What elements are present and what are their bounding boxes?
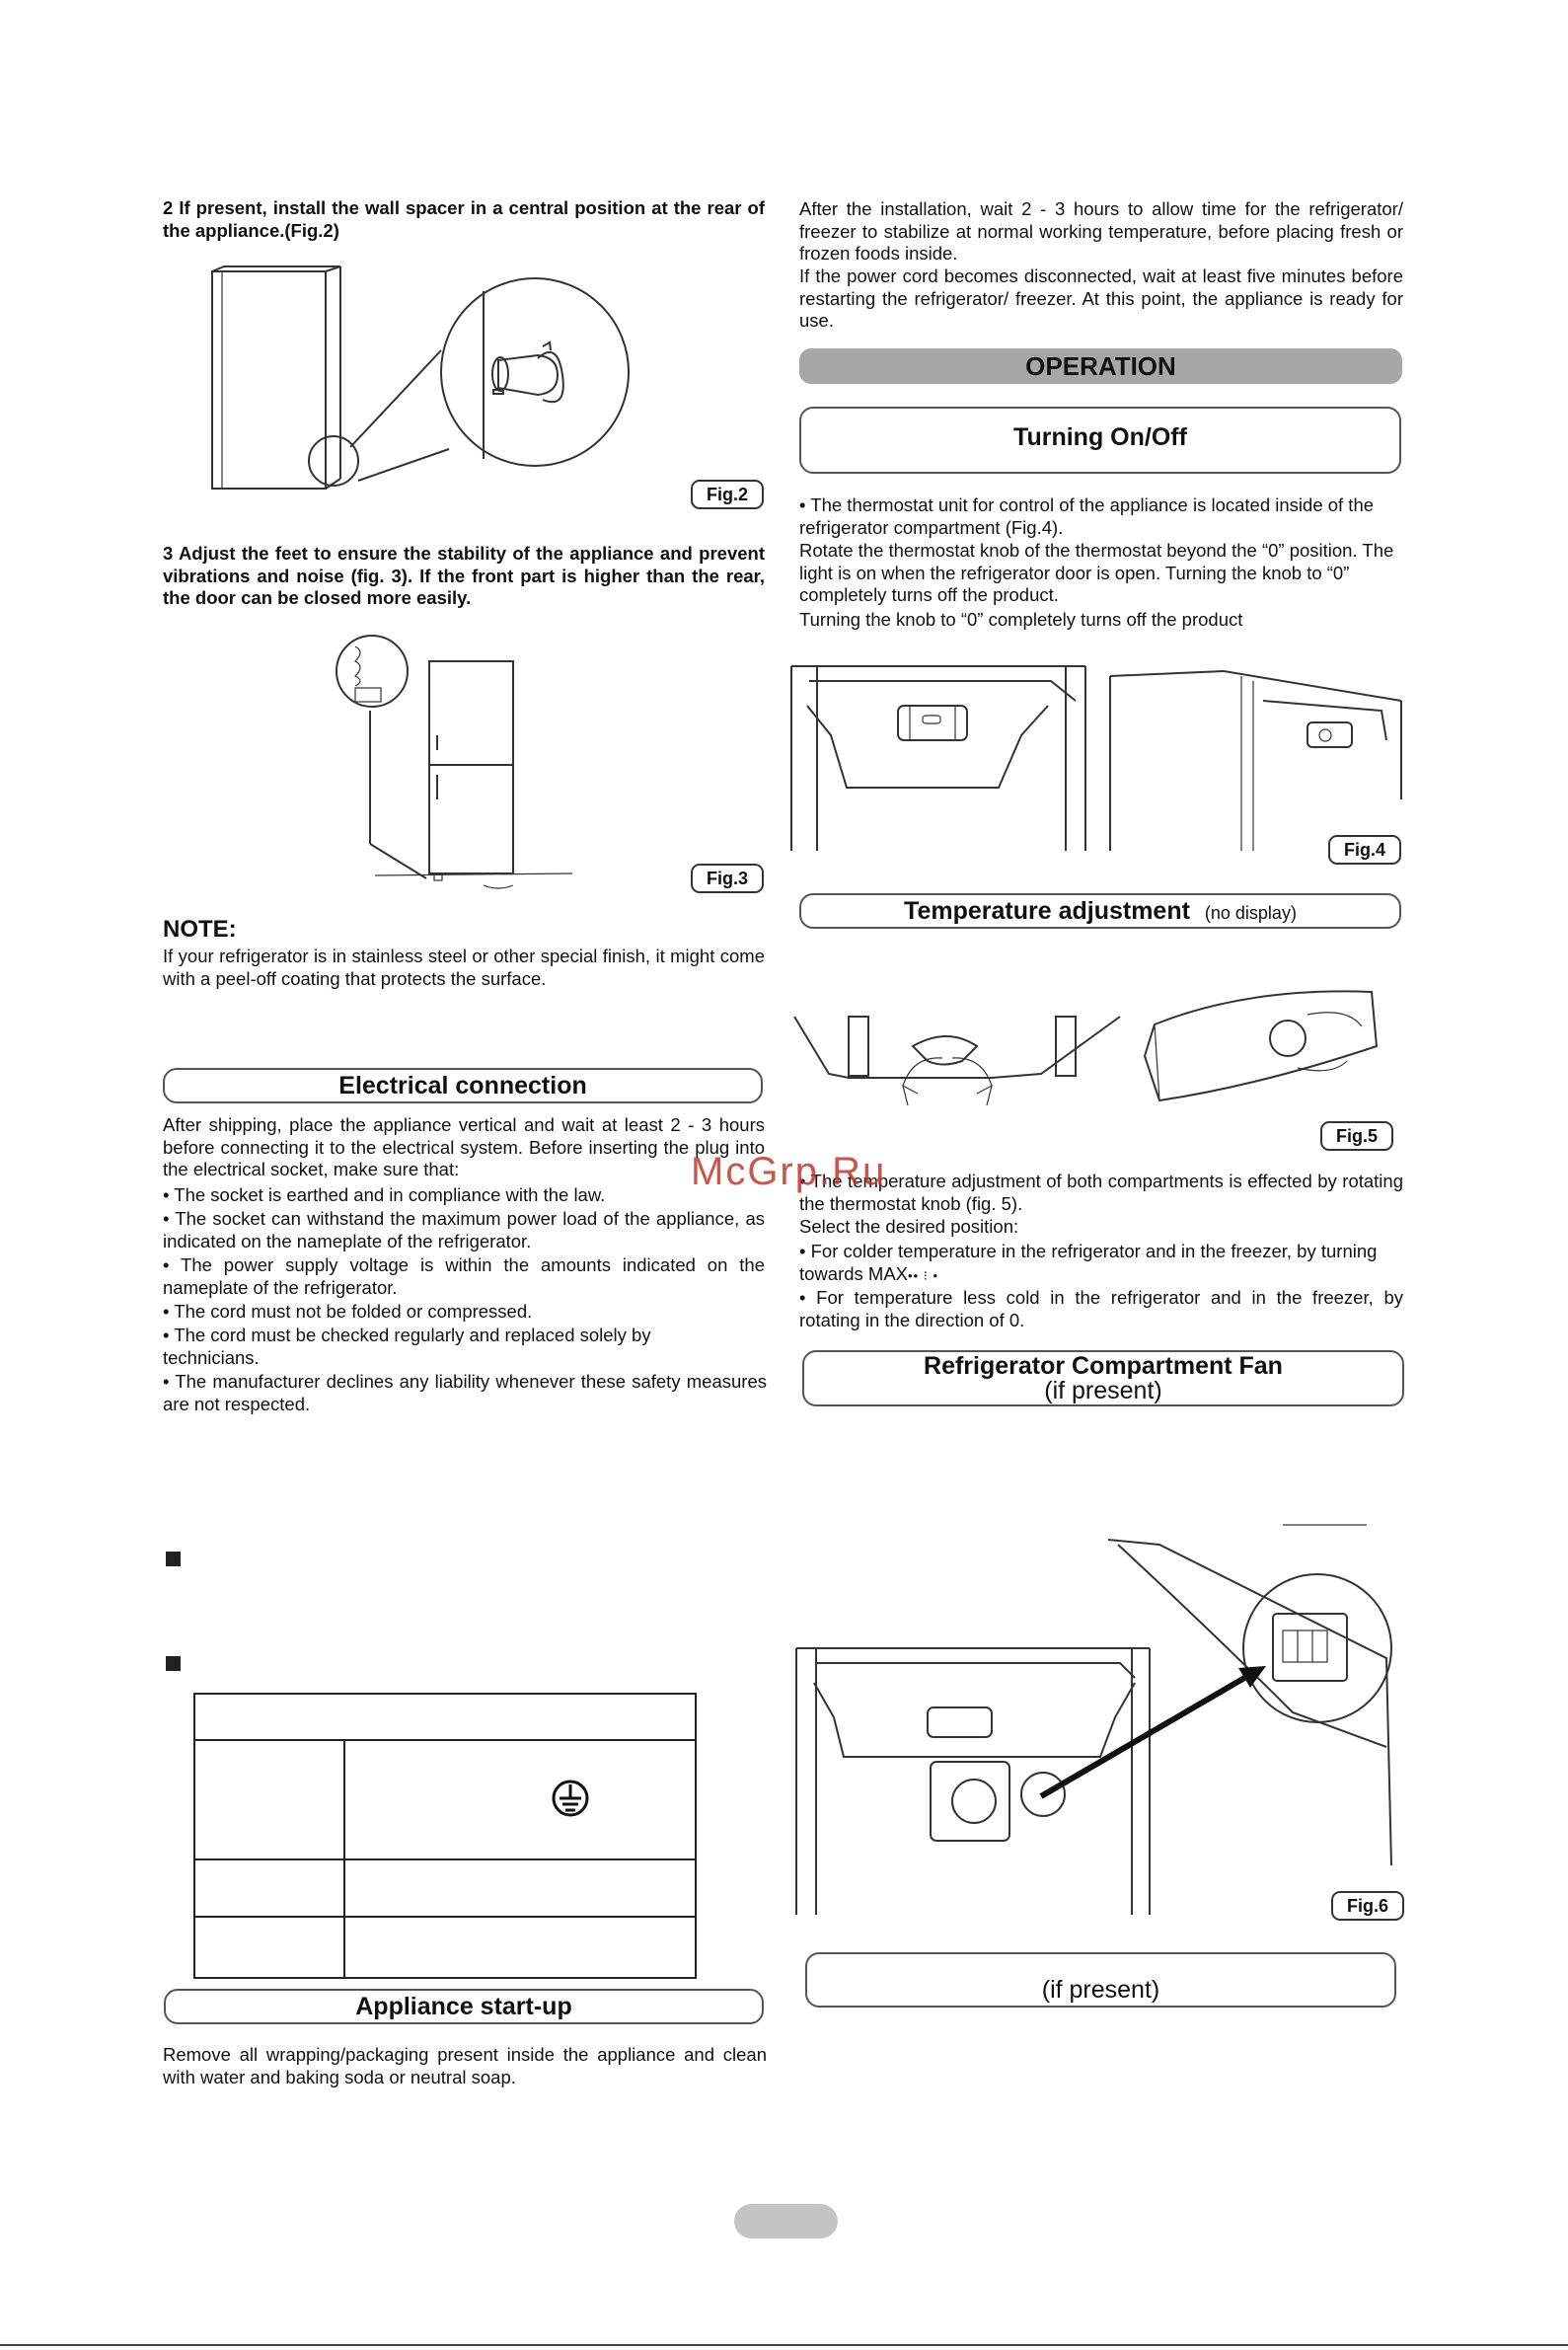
temp-paragraph-3-text: • For colder temperature in the refrigerator and in the freezer, by turning towards MAX — [799, 1241, 1378, 1284]
thermostat-paragraph-2: Rotate the thermostat knob of the thermostat beyond the “0” position. The light is on when the refrigerator door is open. Turning the knob to “0” completely turns off the product. — [799, 540, 1394, 605]
temp-heading-note: (no display) — [1204, 903, 1297, 923]
electrical-bullet-6: • The manufacturer declines any liability whenever these safety measures are not respected. — [163, 1371, 767, 1414]
fan-heading-title: Refrigerator Compartment Fan — [924, 1352, 1283, 1380]
fig4-illustration — [789, 661, 1411, 854]
bullet-square — [166, 1656, 181, 1671]
turning-heading: Turning On/Off — [799, 407, 1401, 474]
note-text: If your refrigerator is in stainless steel or other special finish, it might come with a peel-off coating that protects the surface. — [163, 946, 765, 989]
step2-text: 2 If present, install the wall spacer in a central position at the rear of the appliance.(Fig.2) — [163, 197, 765, 241]
plug-table-cell — [344, 1740, 696, 1858]
plug-table-cell — [194, 1740, 344, 1858]
fig6-illustration — [794, 1520, 1401, 1920]
last-heading — [805, 1952, 1396, 2008]
temp-paragraph-1: • The temperature adjustment of both compartments is effected by rotating the thermostat knob (fig. 5). — [799, 1171, 1403, 1214]
temp-heading — [799, 893, 1401, 929]
startup-heading: Appliance start-up — [164, 1989, 764, 2024]
ground-icon — [551, 1779, 590, 1818]
plug-table-cell — [344, 1917, 696, 1978]
page-bottom-rule — [0, 2344, 1568, 2346]
operation-bar: OPERATION — [799, 348, 1402, 384]
electrical-bullet-4: • The cord must not be folded or compressed. — [163, 1301, 533, 1322]
fig5-illustration — [794, 987, 1386, 1120]
plug-table-cell — [194, 1859, 344, 1917]
temp-paragraph-2: Select the desired position: — [799, 1216, 1019, 1237]
electrical-bullet-3: • The power supply voltage is within the amounts indicated on the nameplate of the refrigerator. — [163, 1254, 765, 1298]
fig6-label: Fig.6 — [1331, 1891, 1404, 1921]
bullet-square — [166, 1552, 181, 1566]
plug-table-header — [194, 1694, 696, 1740]
fig4-label: Fig.4 — [1328, 835, 1401, 865]
electrical-bullet-2: • The socket can withstand the maximum power load of the appliance, as indicated on the nameplate of the refrigerator. — [163, 1208, 765, 1251]
fan-heading-sub: (if present) — [1044, 1377, 1162, 1404]
fig3-label: Fig.3 — [691, 864, 764, 893]
electrical-bullet-1: • The socket is earthed and in compliance with the law. — [163, 1184, 606, 1205]
fig5-label: Fig.5 — [1320, 1121, 1393, 1151]
fig2-label: Fig.2 — [691, 480, 764, 509]
temp-paragraph-4: • For temperature less cold in the refrigerator and in the freezer, by rotating in the direction of 0. — [799, 1287, 1403, 1330]
temp-paragraph-3 — [799, 1241, 1403, 1287]
fan-heading — [802, 1350, 1404, 1406]
plug-table-cell — [344, 1859, 696, 1917]
fig3-illustration — [336, 627, 572, 903]
note-title: NOTE: — [163, 916, 237, 943]
step3-text: 3 Adjust the feet to ensure the stability of the appliance and prevent vibrations and noise (fig. 3). If the front part is higher than the rear, the door can be closed more easily. — [163, 543, 765, 608]
temp-heading-title: Temperature adjustment — [904, 897, 1190, 925]
install-paragraph-2: If the power cord becomes disconnected, wait at least five minutes before restarting the refrigerator/ freezer. At this point, the appliance is ready for use. — [799, 265, 1403, 331]
plug-table — [193, 1693, 697, 1979]
snowflake-icon: •• ⁝ • — [908, 1267, 939, 1283]
startup-text: Remove all wrapping/packaging present inside the appliance and clean with water and baking soda or neutral soap. — [163, 2044, 767, 2087]
thermostat-paragraph-3: Turning the knob to “0” completely turns off the product — [799, 609, 1243, 630]
electrical-heading: Electrical connection — [163, 1068, 763, 1103]
last-heading-sub: (if present) — [1041, 1976, 1160, 2004]
install-paragraph-1: After the installation, wait 2 - 3 hours to allow time for the refrigerator/ freezer to stabilize at normal working temperature, before placing fresh or frozen foods inside. — [799, 198, 1403, 264]
page-number-tab — [734, 2204, 838, 2238]
plug-table-cell — [194, 1917, 344, 1978]
thermostat-paragraph-1: • The thermostat unit for control of the appliance is located inside of the refrigerator compartment (Fig.4). — [799, 494, 1375, 538]
electrical-intro: After shipping, place the appliance vertical and wait at least 2 - 3 hours before connecting it to the electrical system. Before inserting the plug into the electrical socket, make sure that: — [163, 1114, 765, 1179]
fig2-illustration — [202, 262, 617, 518]
electrical-bullet-5: • The cord must be checked regularly and replaced solely by technicians. — [163, 1325, 651, 1368]
watermark: McGrp.Ru — [691, 1150, 887, 1193]
